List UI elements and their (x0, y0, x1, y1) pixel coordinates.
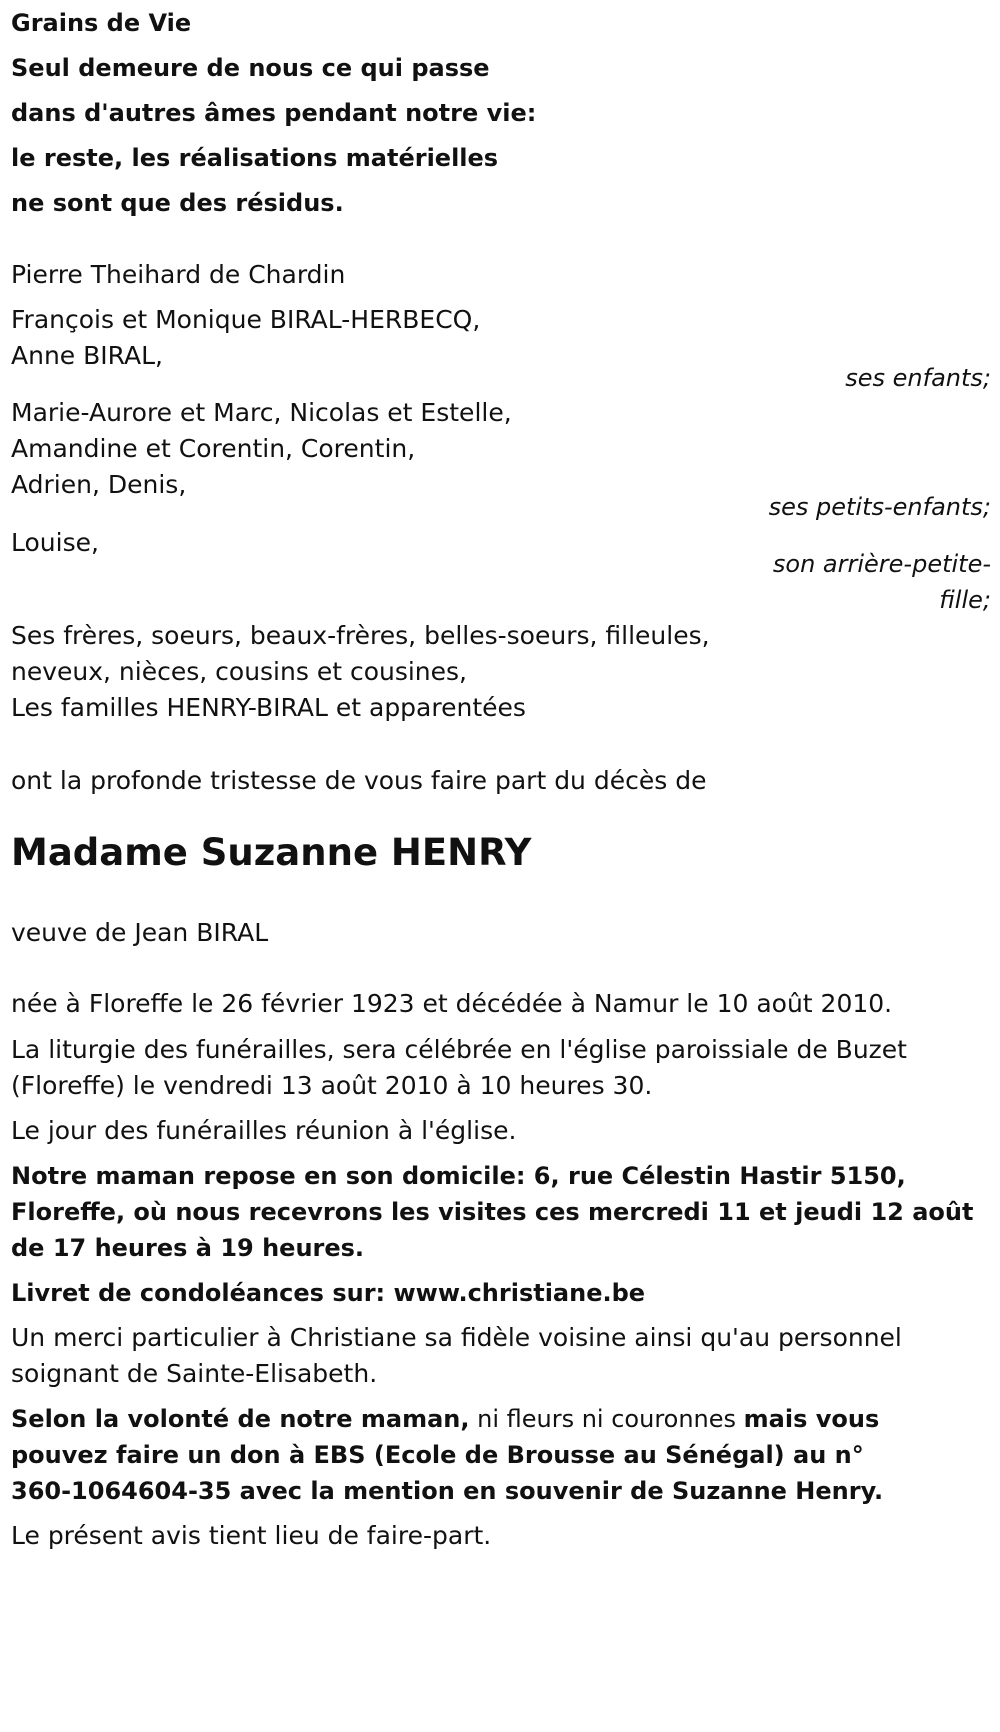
liturgy-line-1: La liturgie des funérailles, sera célébrée en l'église paroissiale de Buzet (11, 1035, 907, 1064)
notice: Le présent avis tient lieu de faire-part. (11, 1521, 492, 1550)
great-grandchild-role-2: fille; (939, 586, 991, 614)
children-role: ses enfants; (845, 364, 991, 392)
liturgy-line-2: (Floreffe) le vendredi 13 août 2010 à 10 heures 30. (11, 1071, 653, 1100)
great-grandchild-role-1: son arrière-petite- (772, 550, 991, 578)
grandchildren-line-2: Amandine et Corentin, Corentin, (11, 434, 416, 463)
great-grandchild: Louise, (11, 528, 99, 557)
announcement: ont la profonde tristesse de vous faire part du décès de (11, 766, 707, 795)
wish-bold-1: Selon la volonté de notre maman, (11, 1405, 470, 1433)
wish-line-1 (11, 1404, 879, 1434)
grandchildren-role: ses petits-enfants; (768, 493, 991, 521)
quote-line-5: ne sont que des résidus. (11, 189, 344, 217)
quote-author: Pierre Theihard de Chardin (11, 260, 346, 289)
grandchildren-line-1: Marie-Aurore et Marc, Nicolas et Estelle, (11, 398, 512, 427)
thanks-line-1: Un merci particulier à Christiane sa fidèle voisine ainsi qu'au personnel (11, 1323, 902, 1352)
birth-death: née à Floreffe le 26 février 1923 et décédée à Namur le 10 août 2010. (11, 989, 893, 1018)
children-line-2: Anne BIRAL, (11, 341, 163, 370)
others-line-1: Ses frères, soeurs, beaux-frères, belles-soeurs, filleules, (11, 621, 710, 650)
quote-line-3: dans d'autres âmes pendant notre vie: (11, 99, 537, 127)
wish-regular: ni fleurs ni couronnes (469, 1405, 744, 1433)
others-line-3: Les familles HENRY-BIRAL et apparentées (11, 693, 526, 722)
wish-bold-2: mais vous (743, 1405, 880, 1433)
wish-line-2: pouvez faire un don à EBS (Ecole de Brousse au Sénégal) au n° (11, 1441, 864, 1469)
thanks-line-2: soignant de Sainte-Elisabeth. (11, 1359, 378, 1388)
grandchildren-line-3: Adrien, Denis, (11, 470, 187, 499)
meeting-info: Le jour des funérailles réunion à l'église. (11, 1116, 517, 1145)
deceased-name: Madame Suzanne HENRY (11, 831, 532, 874)
condolences-link[interactable]: Livret de condoléances sur: www.christiane.be (11, 1279, 646, 1307)
home-line-3: de 17 heures à 19 heures. (11, 1234, 365, 1262)
widow-of: veuve de Jean BIRAL (11, 918, 269, 947)
quote-line-2: Seul demeure de nous ce qui passe (11, 54, 490, 82)
home-line-1: Notre maman repose en son domicile: 6, rue Célestin Hastir 5150, (11, 1162, 906, 1190)
wish-line-3: 360-1064604-35 avec la mention en souvenir de Suzanne Henry. (11, 1477, 884, 1505)
others-line-2: neveux, nièces, cousins et cousines, (11, 657, 468, 686)
quote-line-4: le reste, les réalisations matérielles (11, 144, 499, 172)
home-line-2: Floreffe, où nous recevrons les visites ces mercredi 11 et jeudi 12 août (11, 1198, 974, 1226)
children-line-1: François et Monique BIRAL-HERBECQ, (11, 305, 481, 334)
quote-line-1: Grains de Vie (11, 9, 192, 37)
